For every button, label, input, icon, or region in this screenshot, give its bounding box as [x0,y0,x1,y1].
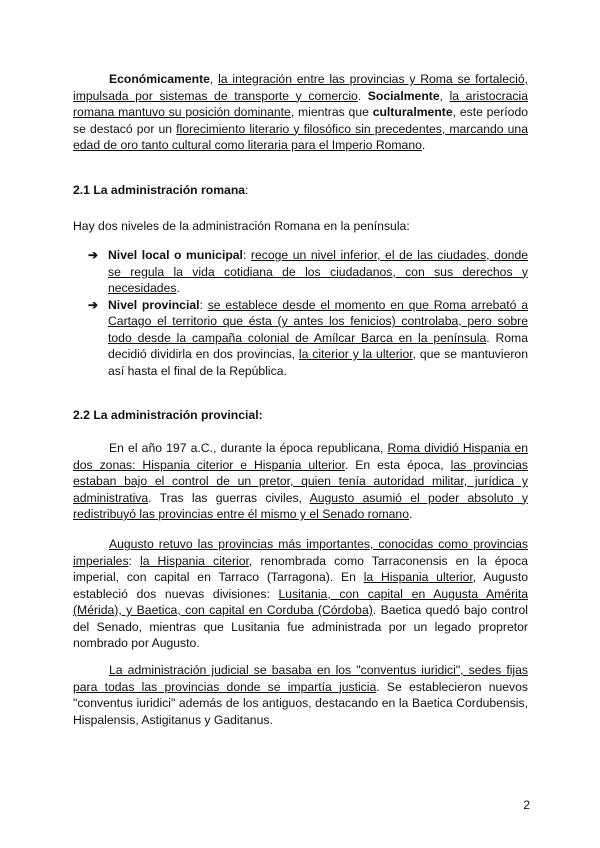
list-item-provincial-level: ➔ Nivel provincial: se establece desde el momento en que Roma arrebató a Cartago el territorio que ésta (y antes los fenicios) controlaba, pero sobre todo desde la campaña colonial de Amílcar Barca en la península. Roma decidió dividirla en dos provincias, la citerior y la ulterior, que se mantuvieron así hasta el final de la República. [88,297,528,378]
arrow-bullet-icon: ➔ [88,248,99,262]
bullet-list-admin-levels [88,247,528,379]
underlined-integration: la integración entre las provincias y Roma se fortaleció, impulsada por sistemas de transporte y comercio [73,72,528,103]
page-number: 2 [523,798,530,812]
bold-term-socially: Socialmente [367,88,440,103]
paragraph-republican-division: En el año 197 a.C., durante la época republicana, Roma dividió Hispania en dos zonas: Hispania citerior e Hispania ulterior. En esta época, las provincias estaban bajo el control de un pretor, quien tenía autoridad militar, jurídica y administrativa. Tras las guerras civiles, Augusto asumió el poder absoluto y redistribuyó las provincias entre él mismo y el Senado romano. [73,441,529,521]
paragraph-augustus-provinces: Augusto retuvo las provincias más importantes, conocidas como provincias imperiales: la Hispania citerior, renombrada como Tarraconensis en la época imperial, con capital en Tarraco (Tarragona). En la Hispania ulterior, Augusto estableció dos nuevas divisiones: Lusitania, con capital en Augusta Amérita (Mérida), y Baetica, con capital en Corduba (Córdoba). Baetica quedó bajo control del Senado, mientras que Lusitania fue administrada por un legado propretor nombrado por Augusto. [73,537,528,650]
bold-term-culturally: culturalmente [372,105,453,119]
bold-term-economically: Económicamente [109,72,210,86]
section-heading-2-2: 2.2 La administración provincial: [73,408,263,422]
arrow-bullet-icon: ➔ [88,297,99,312]
underlined-literary-flourishing: florecimiento literario y filosófico sin precedentes, marcando una edad de oro tanto cultural como literaria para el Imperio Romano [73,121,528,152]
section-heading-2-1: 2.1 La administración romana: [73,183,249,197]
section-intro-2-1: Hay dos niveles de la administración Romana en la península: [73,219,410,233]
paragraph-economy-society: Económicamente, la integración entre las provincias y Roma se fortaleció, impulsada por sistemas de transporte y comercio. Socialmente, la aristocracia romana mantuvo su posición dominante, mientras que culturalmente, este período se destacó por un florecimiento literario y filosófico sin precedentes, marcando una edad de oro tanto cultural como literaria para el Imperio Romano. [73,72,528,152]
list-item-local-level: ➔ Nivel local o municipal: recoge un nivel inferior, el de las ciudades, donde se regula la vida cotidiana de los ciudadanos, con sus derechos y necesidades. [88,248,529,295]
paragraph-judicial-administration: La administración judicial se basaba en los "conventus iuridici", sedes fijas para todas las provincias donde se impartía justicia. Se establecieron nuevos "conventus iuridici" además de los antiguos, destacando en la Baetica Cordubensis, Hispalensis, Astigitanus y Gaditanus. [73,663,528,727]
underlined-aristocracy: la aristocracia romana mantuvo su posición dominante [73,88,528,119]
